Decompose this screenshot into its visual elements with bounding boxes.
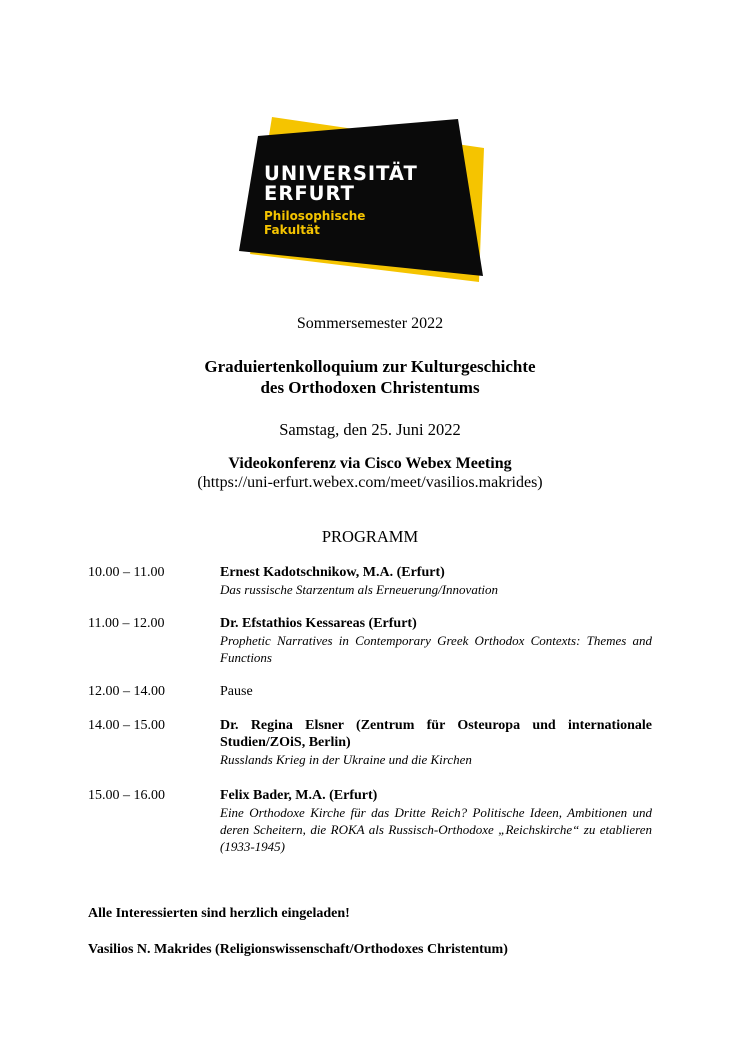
logo-line-universitaet: UNIVERSITÄT — [264, 162, 418, 185]
schedule-content — [220, 787, 652, 855]
logo-line-erfurt: ERFURT — [264, 182, 355, 205]
schedule-content — [220, 683, 652, 700]
schedule-time: 12.00 – 14.00 — [88, 684, 165, 699]
talk-title: Prophetic Narratives in Contemporary Greek Orthodox Contexts: Themes and Functions — [220, 633, 652, 665]
program-heading: PROGRAMM — [321, 527, 419, 546]
talk-title: Das russische Starzentum als Erneuerung/Innovation — [220, 582, 499, 597]
program-schedule — [88, 564, 652, 855]
schedule-time: 15.00 – 16.00 — [88, 788, 165, 803]
schedule-content — [220, 717, 652, 768]
logo-line-philosophische: Philosophische — [264, 209, 366, 223]
speaker-name: Ernest Kadotschnikow, M.A. (Erfurt) — [220, 565, 445, 580]
colloquium-title-line1: Graduiertenkolloquium zur Kulturgeschichte — [204, 357, 536, 376]
venue-label: Videokonferenz via Cisco Webex Meeting — [228, 455, 512, 472]
schedule-row — [88, 564, 652, 615]
schedule-row — [88, 615, 652, 683]
organizer-text: Vasilios N. Makrides (Religionswissenschaft/Orthodoxes Christentum) — [88, 942, 508, 957]
university-logo — [236, 114, 486, 284]
schedule-time: 10.00 – 11.00 — [88, 565, 165, 580]
university-logo-graphic — [236, 114, 486, 284]
talk-title: Russlands Krieg in der Ukraine und die Kirchen — [220, 752, 472, 767]
invitation-text: Alle Interessierten sind herzlich eingeladen! — [88, 906, 350, 921]
schedule-time: 11.00 – 12.00 — [88, 616, 165, 631]
schedule-row — [88, 717, 652, 787]
logo-line-fakultaet: Fakultät — [264, 223, 320, 237]
break-label: Pause — [220, 684, 253, 699]
speaker-name: Felix Bader, M.A. (Erfurt) — [220, 788, 378, 803]
colloquium-title-line2: des Orthodoxen Christentums — [260, 378, 480, 397]
schedule-content — [220, 615, 652, 666]
schedule-row — [88, 787, 652, 855]
venue-url: (https://uni-erfurt.webex.com/meet/vasilios.makrides) — [197, 474, 543, 491]
talk-title: Eine Orthodoxe Kirche für das Dritte Reich? Politische Ideen, Ambitionen und deren Scheitern, die ROKA als Russisch-Orthodoxe „Reichskirche“ zu etablieren (1933-1945) — [220, 805, 652, 854]
schedule-content — [220, 564, 652, 598]
speaker-name: Dr. Regina Elsner (Zentrum für Osteuropa und internationale Studien/ZOiS, Berlin) — [220, 718, 652, 750]
schedule-row — [88, 683, 652, 717]
event-date: Samstag, den 25. Juni 2022 — [279, 420, 461, 439]
speaker-name: Dr. Efstathios Kessareas (Erfurt) — [220, 616, 417, 631]
semester-label: Sommersemester 2022 — [296, 315, 444, 332]
schedule-time: 14.00 – 15.00 — [88, 718, 165, 733]
